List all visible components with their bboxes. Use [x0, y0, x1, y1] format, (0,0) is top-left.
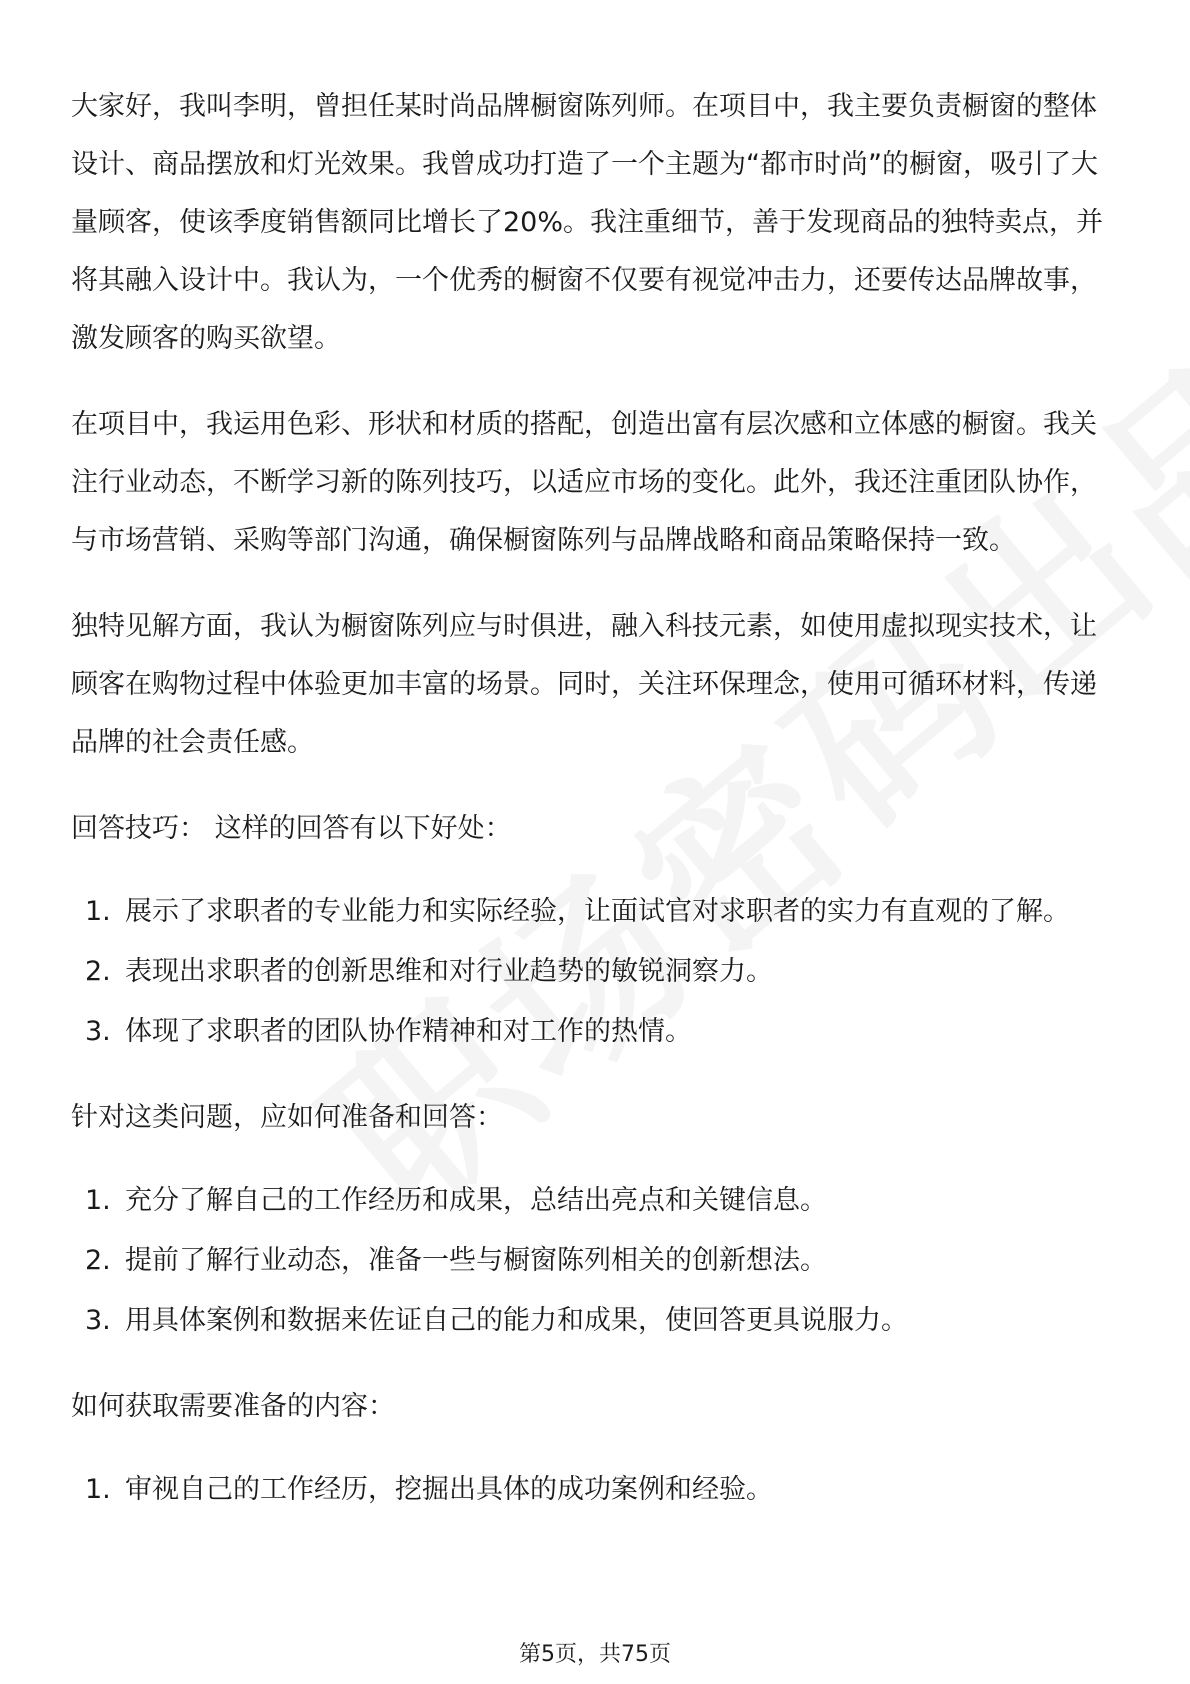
section-heading: 如何获取需要准备的内容： — [71, 1391, 395, 1422]
list-number: 2. — [85, 956, 111, 987]
list-item-text: 审视自己的工作经历，挖掘出具体的成功案例和经验。 — [125, 1474, 773, 1505]
list-number: 1. — [85, 896, 111, 927]
list-item — [71, 943, 1121, 1001]
numbered-list — [71, 883, 1121, 1061]
section-heading: 针对这类问题，应如何准备和回答： — [71, 1102, 503, 1133]
list-item — [71, 1461, 1121, 1519]
list-item-text: 用具体案例和数据来佐证自己的能力和成果，使回答更具说服力。 — [125, 1305, 908, 1336]
document-body — [71, 78, 1121, 1547]
list-number: 3. — [85, 1305, 111, 1336]
list-number: 3. — [85, 1016, 111, 1047]
list-number: 2. — [85, 1245, 111, 1276]
list-item — [71, 1172, 1121, 1230]
list-number: 1. — [85, 1474, 111, 1505]
list-item — [71, 883, 1121, 941]
list-item-text: 充分了解自己的工作经历和成果，总结出亮点和关键信息。 — [125, 1185, 827, 1216]
numbered-list — [71, 1461, 1121, 1519]
list-item — [71, 1232, 1121, 1290]
list-item-text: 展示了求职者的专业能力和实际经验，让面试官对求职者的实力有直观的了解。 — [125, 896, 1070, 927]
page-footer: 第5页，共75页 — [519, 1642, 671, 1667]
paragraph: 独特见解方面，我认为橱窗陈列应与时俱进，融入科技元素，如使用虚拟现实技术，让顾客在购物过程中体验更加丰富的场景。同时，关注环保理念，使用可循环材料，传递品牌的社会责任感。 — [71, 611, 1097, 758]
paragraph: 在项目中，我运用色彩、形状和材质的搭配，创造出富有层次感和立体感的橱窗。我关注行业动态，不断学习新的陈列技巧，以适应市场的变化。此外，我还注重团队协作，与市场营销、采购等部门沟通，确保橱窗陈列与品牌战略和商品策略保持一致。 — [71, 409, 1097, 556]
list-item-text: 提前了解行业动态，准备一些与橱窗陈列相关的创新想法。 — [125, 1245, 827, 1276]
section-heading: 回答技巧： 这样的回答有以下好处： — [71, 813, 512, 844]
list-item — [71, 1292, 1121, 1350]
list-item-text: 体现了求职者的团队协作精神和对工作的热情。 — [125, 1016, 692, 1047]
numbered-list — [71, 1172, 1121, 1350]
list-item — [71, 1003, 1121, 1061]
paragraph: 大家好，我叫李明，曾担任某时尚品牌橱窗陈列师。在项目中，我主要负责橱窗的整体设计、商品摆放和灯光效果。我曾成功打造了一个主题为“都市时尚”的橱窗，吸引了大量顾客，使该季度销售额同比增长了20%。我注重细节，善于发现商品的独特卖点，并将其融入设计中。我认为，一个优秀的橱窗不仅要有视觉冲击力，还要传达品牌故事，激发顾客的购买欲望。 — [71, 91, 1104, 354]
list-number: 1. — [85, 1185, 111, 1216]
list-item-text: 表现出求职者的创新思维和对行业趋势的敏锐洞察力。 — [125, 956, 773, 987]
